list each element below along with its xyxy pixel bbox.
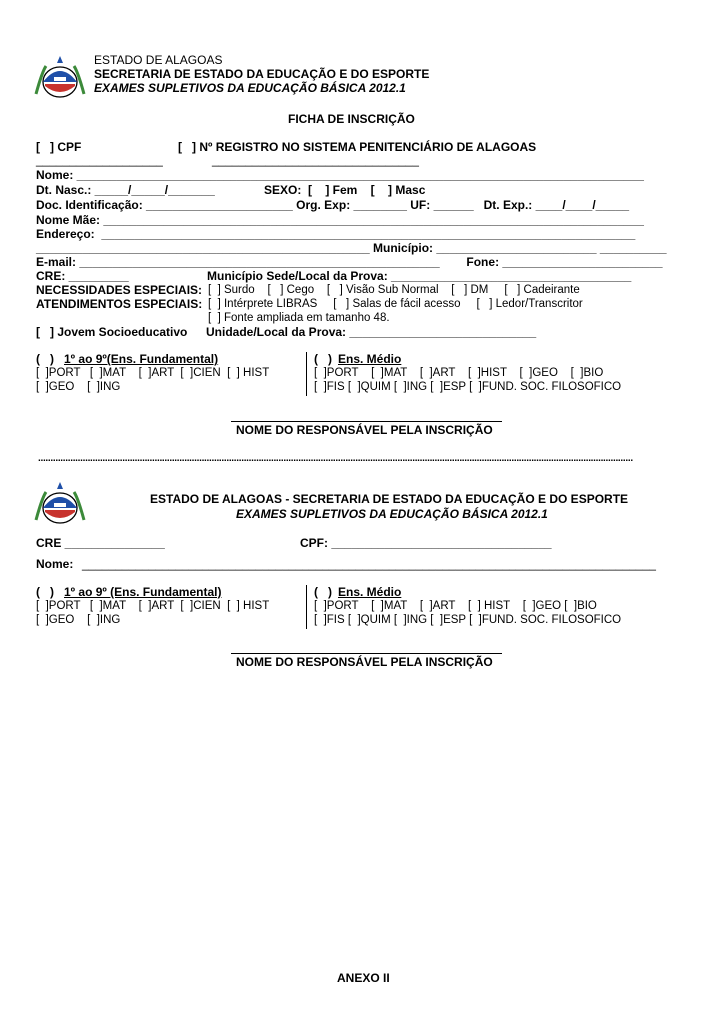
receipt-medio-prefix[interactable]: ( ) — [314, 585, 332, 599]
sexo-field[interactable]: SEXO: [ ] Fem [ ] Masc — [264, 183, 426, 197]
receipt-header: ESTADO DE ALAGOAS - SECRETARIA DE ESTADO DA EDUCAÇÃO E DO ESPORTE — [150, 492, 629, 506]
registro-option[interactable]: [ ] Nº REGISTRO NO SISTEMA PENITENCIÁRIO DE ALAGOAS — [178, 140, 537, 154]
fund-prefix[interactable]: ( ) — [36, 352, 54, 366]
receipt-signature-line[interactable] — [231, 653, 502, 654]
state-crest-icon-receipt — [32, 480, 88, 526]
doc-field[interactable]: Doc. Identificação: ______________________ Org. Exp: ________ UF: ______ Dt. Exp.: ____/____/_____ — [36, 198, 630, 212]
receipt-responsavel-label: NOME DO RESPONSÁVEL PELA INSCRIÇÃO — [236, 655, 493, 669]
fund-subjects-row-2[interactable]: [ ]GEO [ ]ING — [36, 381, 121, 393]
necessidades-label: NECESSIDADES ESPECIAIS: — [36, 283, 203, 297]
cpf-option[interactable]: [ ] CPF — [36, 140, 82, 154]
cut-line: ................................................................................................................................................................................................................................................ — [38, 453, 633, 464]
responsavel-label: NOME DO RESPONSÁVEL PELA INSCRIÇÃO — [236, 423, 493, 437]
nome-field[interactable]: Nome: _____________________________________________________________________________________ — [36, 168, 644, 182]
municipio-sede-field[interactable]: Município Sede/Local da Prova: ____________________________________ — [207, 269, 632, 283]
mae-field[interactable]: Nome Mãe: _________________________________________________________________________________ — [36, 213, 644, 227]
medio-label: Ens. Médio — [338, 352, 402, 366]
receipt-medio-subjects-row-1[interactable]: [ ]PORT [ ]MAT [ ]ART [ ] HIST [ ]GEO [ ]BIO — [314, 600, 597, 612]
signature-line[interactable] — [231, 421, 502, 422]
atendimentos-label: ATENDIMENTOS ESPECIAIS: — [36, 297, 203, 311]
receipt-nome-blank[interactable]: ______________________________________________________________________________________ — [82, 557, 656, 571]
atendimentos-options-2[interactable]: [ ] Fonte ampliada em tamanho 48. — [208, 312, 390, 324]
endereco-field[interactable]: Endereço: ________________________________________________________________________________ — [36, 227, 636, 241]
header-exames: EXAMES SUPLETIVOS DA EDUCAÇÃO BÁSICA 2012.1 — [94, 81, 406, 95]
receipt-fund-subjects-row-2[interactable]: [ ]GEO [ ]ING — [36, 614, 121, 626]
receipt-nome-label: Nome: — [36, 557, 74, 571]
form-title: FICHA DE INSCRIÇÃO — [288, 112, 415, 126]
medio-subjects-row-2[interactable]: [ ]FIS [ ]QUIM [ ]ING [ ]ESP [ ]FUND. SOC. FILOSOFICO — [314, 381, 622, 393]
receipt-exames: EXAMES SUPLETIVOS DA EDUCAÇÃO BÁSICA 2012.1 — [236, 507, 548, 521]
nasc-field[interactable]: Dt. Nasc.: _____/_____/_______ — [36, 183, 215, 197]
medio-prefix[interactable]: ( ) — [314, 352, 332, 366]
cre-field[interactable]: CRE: _________ — [36, 269, 129, 283]
receipt-fund-prefix[interactable]: ( ) — [36, 585, 54, 599]
medio-subjects-row-1[interactable]: [ ]PORT [ ]MAT [ ]ART [ ]HIST [ ]GEO [ ]BIO — [314, 367, 604, 379]
state-crest-icon — [32, 54, 88, 100]
email-field[interactable]: E-mail: ______________________________________________________ Fone: ________________________ — [36, 255, 663, 269]
receipt-fund-label: 1º ao 9º (Ens. Fundamental) — [64, 585, 222, 599]
municipio-field[interactable]: __________________________________________________ Município: ________________________ __________ — [36, 241, 667, 255]
receipt-cre-field[interactable]: CRE _______________ — [36, 536, 165, 550]
necessidades-options[interactable]: [ ] Surdo [ ] Cego [ ] Visão Sub Normal [ ] DM [ ] Cadeirante — [208, 284, 580, 296]
receipt-medio-subjects-row-2[interactable]: [ ]FIS [ ]QUIM [ ]ING [ ]ESP [ ]FUND. SOC. FILOSOFICO — [314, 614, 622, 626]
atendimentos-options[interactable]: [ ] Intérprete LIBRAS [ ] Salas de fácil acesso [ ] Ledor/Transcritor — [208, 298, 583, 310]
receipt-medio-label: Ens. Médio — [338, 585, 402, 599]
fund-label: 1º ao 9º(Ens. Fundamental) — [64, 352, 219, 366]
header-state: ESTADO DE ALAGOAS — [94, 53, 223, 67]
receipt-fund-subjects-row-1[interactable]: [ ]PORT [ ]MAT [ ]ART [ ]CIEN [ ] HIST — [36, 600, 270, 612]
registro-blank[interactable]: _______________________________ — [212, 153, 419, 167]
jovem-option[interactable]: [ ] Jovem Socioeducativo — [36, 325, 188, 339]
receipt-cpf-field[interactable]: CPF: _________________________________ — [300, 536, 552, 550]
unidade-field[interactable]: Unidade/Local da Prova: ____________________________ — [206, 325, 537, 339]
cpf-blank[interactable]: ___________________ — [36, 153, 163, 167]
annex-label: ANEXO II — [337, 971, 390, 985]
fund-subjects-row-1[interactable]: [ ]PORT [ ]MAT [ ]ART [ ]CIEN [ ] HIST — [36, 367, 270, 379]
header-secretaria: SECRETARIA DE ESTADO DA EDUCAÇÃO E DO ESPORTE — [94, 67, 430, 81]
